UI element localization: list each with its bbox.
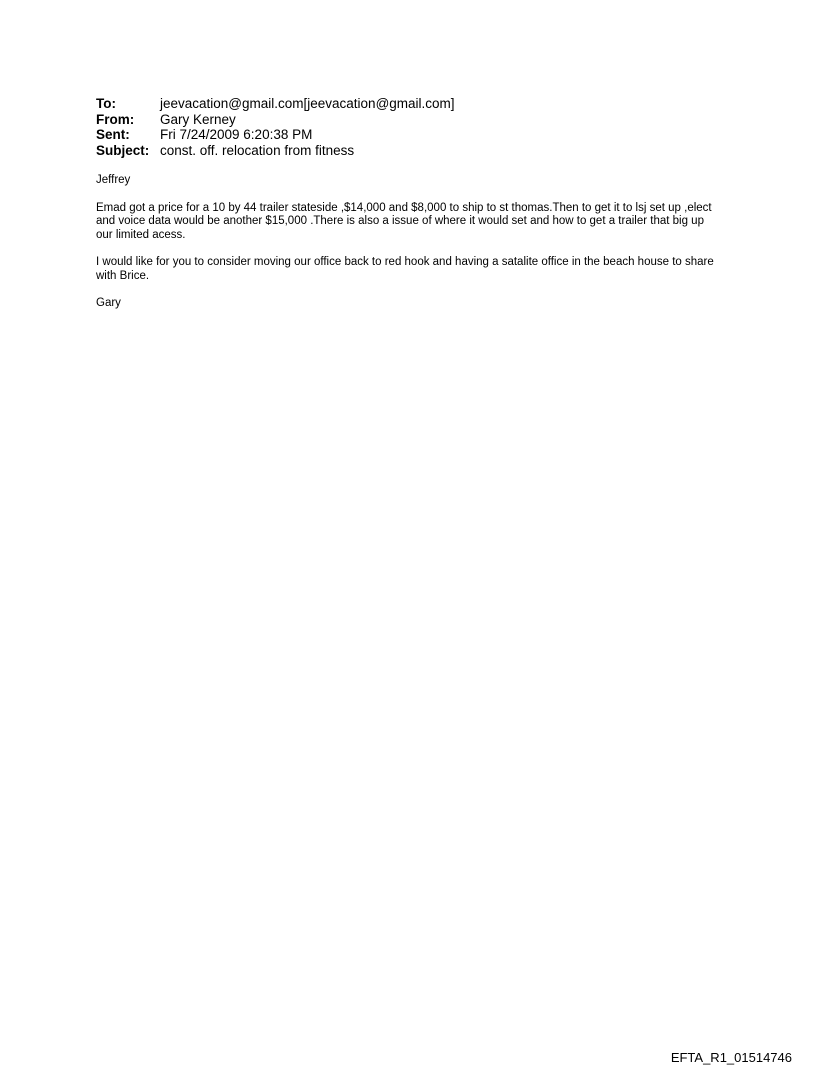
sent-value: Fri 7/24/2009 6:20:38 PM xyxy=(160,127,313,142)
header-row-to xyxy=(96,96,455,112)
subject-value: const. off. relocation from fitness xyxy=(160,142,355,158)
from-label: From: xyxy=(96,111,135,127)
subject-label: Subject: xyxy=(96,142,150,158)
email-paragraph-2: I would like for you to consider moving our office back to red hook and having a satalite office in the beach house to share with Brice. xyxy=(96,256,714,282)
header-row-from xyxy=(96,112,455,128)
email-signature: Gary xyxy=(96,297,121,309)
email-header xyxy=(96,96,455,158)
from-value: Gary Kerney xyxy=(160,111,236,127)
to-value: jeevacation@gmail.com[jeevacation@gmail.com] xyxy=(160,96,455,111)
sent-label: Sent: xyxy=(96,127,130,142)
to-label: To: xyxy=(96,96,116,111)
header-row-sent xyxy=(96,127,455,143)
email-body xyxy=(96,174,716,325)
email-paragraph-1: Emad got a price for a 10 by 44 trailer stateside ,$14,000 and $8,000 to ship to st thomas.Then to get it to lsj set up ,elect and voice data would be another $15,000 .There is also a issue of where it would set and how to get a trailer that big up our limited acess. xyxy=(96,201,712,241)
document-id: EFTA_R1_01514746 xyxy=(670,1050,792,1065)
header-row-subject xyxy=(96,143,455,159)
email-greeting: Jeffrey xyxy=(96,174,131,186)
